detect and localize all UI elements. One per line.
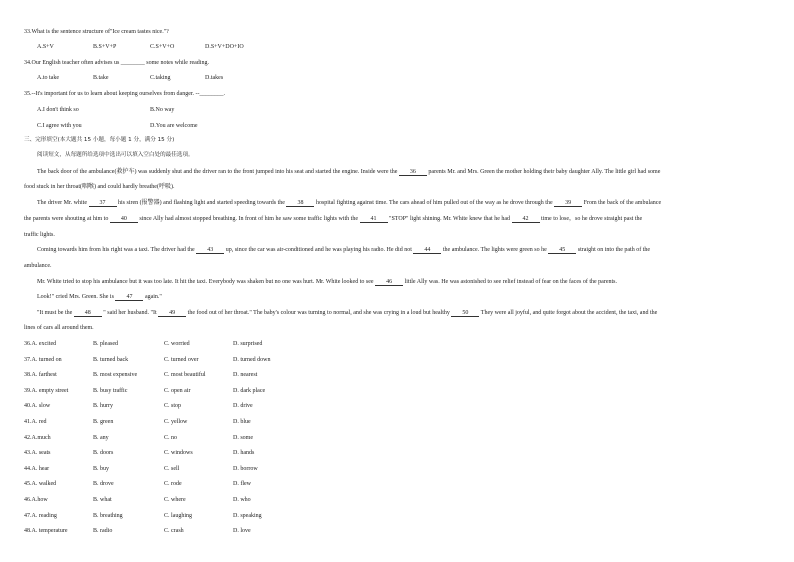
answer-option: 48.A. temperature [24,528,68,535]
passage-text: time to lose，so he drove straight past the [541,216,643,222]
answer-option: C. turned over [164,356,199,363]
passage-text: Mr. White tried to stop his ambulance but it was too late. It hit the taxi. Everybody was shaken but no one was hurt. Mr. White looked to see [37,279,374,285]
blank-38: 38 [286,200,314,207]
answer-option: C. crash [164,528,184,535]
passage-line: food stuck in her throat(咽喉) and could hardly breathe(呼吸). [24,184,175,190]
answer-option: 36.A. excited [24,341,57,347]
passage-text: The driver Mr. white [37,200,87,206]
answer-option: B. what [93,497,112,503]
q34-option-c: C.taking [150,75,171,81]
q33-option-d: D.S+V+DO+IO [205,44,244,50]
answer-option: D. turned down [233,356,271,363]
blank-46: 46 [375,279,403,286]
answer-option: 40.A. slow [24,403,51,410]
answer-option: B. doors [93,450,114,457]
answer-option: D. speaking [233,512,262,519]
passage-line [24,216,642,223]
answer-option: B. breathing [93,512,123,519]
passage-line [37,169,660,176]
answer-option: C. no [164,434,178,441]
answer-option: B. drove [93,481,114,488]
answer-option: C. where [164,497,186,503]
q35-option-b: B.No way [150,107,175,113]
passage-line [37,310,657,317]
answer-option: D. flew [233,481,251,488]
passage-line [37,279,617,286]
passage-text: "It must be the [37,310,73,316]
answer-option: 42.A.much [24,434,51,441]
answer-option: D. nearest [233,372,258,379]
blank-45: 45 [548,247,576,254]
q34-option-d: D.takes [205,75,224,81]
answer-option: B. busy traffic [93,387,128,394]
passage-line [37,247,650,254]
answer-option: C. open air [164,387,191,394]
passage-text: again." [144,294,162,300]
passage-line: traffic lights. [24,232,55,238]
blank-42: 42 [512,216,540,223]
passage-text: parents Mr. and Mrs. Green the mother holding their baby daughter Ally. The little girl had some [428,169,661,175]
passage-text: up, since the car was air-conditioned and he was playing his radio. He did not [225,247,412,253]
blank-48: 48 [74,310,102,317]
answer-option: D. hands [233,450,255,457]
blank-41: 41 [360,216,388,223]
passage-text: Coming towards him from his right was a taxi. The driver had the [37,247,195,253]
answer-option: B. buy [93,465,110,472]
answer-option: D. love [233,528,251,535]
section-instruction: 阅读短文，从每题所给选项中选出可以填入空白处的最佳选项。 [37,152,194,158]
q34-option-b: B.take [93,75,109,81]
answer-option: C. worried [164,341,190,347]
q33-option-c: C.S+V+O [150,44,175,50]
answer-option: 45.A. walked [24,481,57,488]
answer-option: C. sell [164,465,180,472]
answer-option: C. windows [164,450,193,457]
passage-text: the food out of her throat." The baby's colour was turning to normal, and she was crying in a loud but healthy [187,310,450,316]
passage-text: The back door of the ambulance(救护车) was suddenly shut and the driver ran to the front jumped into his seat and started the engine. Inside were the [37,169,398,175]
passage-text: his siren (报警器) and flashing light and started speeding towards the [118,200,285,206]
passage-text: little Ally was. He was astonished to see relief instead of fear on the faces of the parents. [404,279,617,285]
answer-option: D. who [233,497,251,503]
blank-39: 39 [554,200,582,207]
passage-text: From the back of the ambulance [583,200,662,206]
answer-option: 43.A. seats [24,450,51,457]
answer-option: D. drive [233,403,253,410]
answer-option: C. stop [164,403,182,410]
q35-option-c: C.I agree with you [37,123,82,129]
answer-option: B. most expensive [93,372,138,379]
question-35: 35.--It's important for us to learn about keeping ourselves from danger. --________. [24,91,226,97]
answer-option: 44.A. hear [24,465,50,472]
answer-option: C. rode [164,481,182,488]
q33-option-b: B.S+V+P [93,44,117,50]
blank-36: 36 [399,169,427,176]
passage-text: "STOP" light shining. Mr. White knew that he had [389,216,511,222]
answer-option: B. any [93,434,109,441]
answer-option: 46.A.how [24,497,48,503]
passage-text: Look!" cried Mrs. Green. She is [37,294,114,300]
answer-option: C. most beautiful [164,372,206,379]
answer-option: D. borrow [233,465,258,472]
answer-option: D. blue [233,419,251,425]
answer-option: 39.A. empty street [24,387,69,394]
section-heading: 三、完形填空(本大题共 15 小题，每小题 1 分，满分 15 分) [24,137,175,143]
q35-option-d: D.You are welcome [150,123,198,129]
question-33: 33.What is the sentence structure of"Ice cream tastes nice."? [24,29,169,35]
blank-50: 50 [451,310,479,317]
q33-option-a: A.S+V [37,44,54,50]
passage-text: hospital fighting against time. The cars ahead of him pulled out of the way as he drove through the [315,200,553,206]
answer-option: B. green [93,419,114,425]
answer-option: C. yellow [164,419,188,425]
answer-option: B. radio [93,528,113,535]
passage-line: lines of cars all around them. [24,325,94,331]
passage-text: since Ally had almost stopped breathing. In front of him he saw some traffic lights with the [139,216,359,222]
q34-option-a: A.to take [37,75,59,81]
passage-line [37,294,162,301]
blank-44: 44 [413,247,441,254]
blank-49: 49 [158,310,186,317]
answer-option: 41.A. red [24,419,47,425]
question-34: 34.Our English teacher often advises us ________ some notes while reading. [24,60,209,66]
answer-option: B. pleased [93,341,118,347]
passage-text: the parents were shouting at him to [24,216,109,222]
q35-option-a: A.I don't think so [37,107,79,113]
passage-line: ambulance. [24,263,52,269]
passage-text: straight on into the path of the [577,247,651,253]
answer-option: 38.A. farthest [24,372,57,379]
answer-option: D. some [233,434,253,441]
blank-40: 40 [110,216,138,223]
answer-option: B. hurry [93,403,113,410]
passage-text: They were all joyful, and quite forgot about the accident, the taxi, and the [480,310,658,316]
answer-option: D. dark place [233,387,266,394]
blank-47: 47 [115,294,143,301]
answer-option: B. turned back [93,356,129,363]
answer-option: 47.A. reading [24,512,57,519]
answer-option: C. laughing [164,512,192,519]
blank-37: 37 [89,200,117,207]
answer-option: D. surprised [233,341,263,347]
blank-43: 43 [196,247,224,254]
answer-option: 37.A. turned on [24,356,62,363]
passage-line [37,200,661,207]
passage-text: the ambulance. The lights were green so he [442,247,547,253]
passage-text: " said her husband. "It [103,310,157,316]
